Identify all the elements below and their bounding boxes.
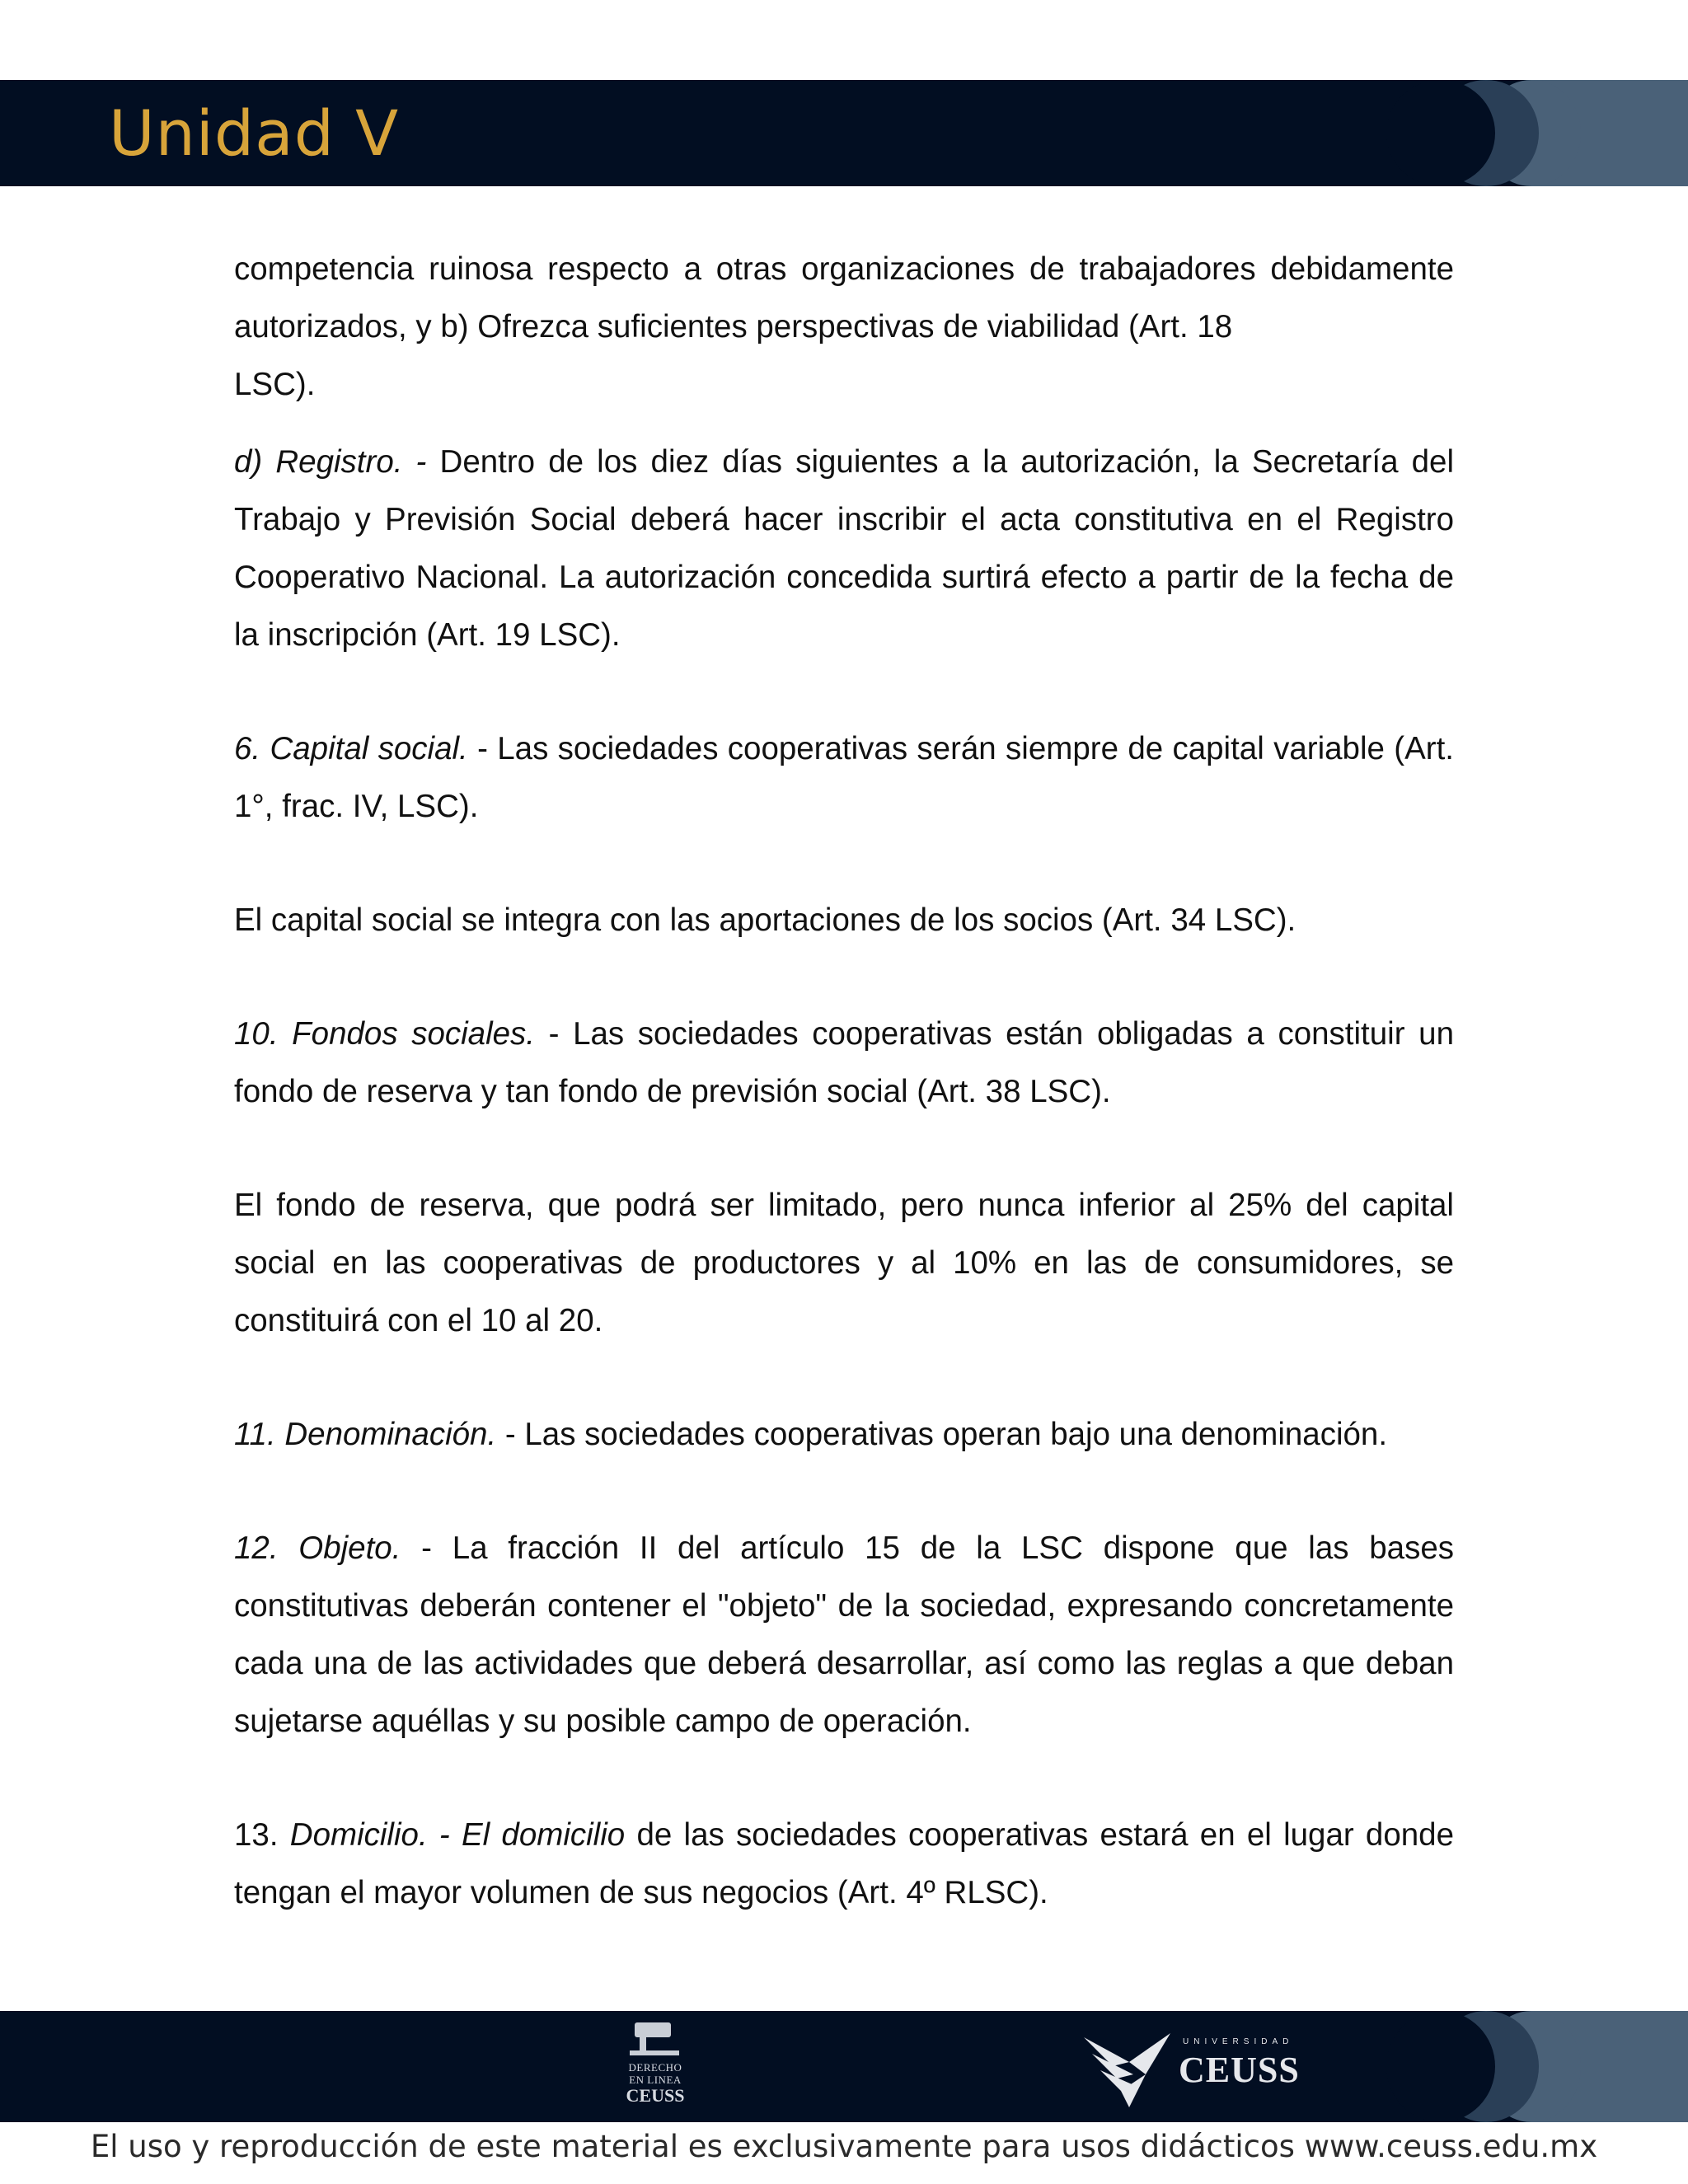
page-title: Unidad V — [109, 96, 400, 170]
paragraph-label: 10. Fondos sociales. — [234, 1016, 535, 1052]
gavel-icon — [626, 2018, 684, 2057]
paragraph-label: 11. Denominación. — [234, 1417, 497, 1452]
footer-decoration — [1342, 2011, 1688, 2122]
paragraph-1: competencia ruinosa respecto a otras organizaciones de trabajadores debidamente autorizados, y b) Ofrezca suficientes perspectivas de viabilidad (Art. 18 LSC). — [234, 251, 1454, 402]
paragraph-registro: d) Registro. - Dentro de los diez días siguientes a la autorización, la Secretaría del Trabajo y Previsión Social deberá hacer inscribir el acta constitutiva en el Registro Cooperativo Nacional. La autorización concedida surtirá efecto a partir de la fecha de la inscripción (Art. 19 LSC). — [234, 444, 1454, 653]
header-decoration — [1342, 80, 1688, 186]
paragraph-label: d) Registro. - — [234, 444, 427, 480]
paragraph-label: Domicilio. - El domicilio — [278, 1817, 626, 1853]
ceuss-logo: UNIVERSIDAD CEUSS — [1080, 2029, 1311, 2111]
paragraph-capital-social: 6. Capital social. - Las sociedades cooperativas serán siempre de capital variable (Art. 1°, frac. IV, LSC). — [234, 731, 1454, 824]
derecho-en-linea-logo: DERECHO EN LINEA CEUSS — [610, 2018, 701, 2116]
paragraph-objeto: 12. Objeto. - La fracción II del artículo 15 de la LSC dispone que las bases constitutivas deberán contener el "objeto" de la sociedad, expresando concretamente cada una de las actividades que deberá desarrollar, así como las reglas a que deban sujetarse aquéllas y su posible campo de operación. — [234, 1530, 1454, 1739]
footer-disclaimer: El uso y reproducción de este material es exclusivamente para usos didácticos www.ceuss.edu.mx — [90, 2129, 1598, 2164]
paragraph-denominacion: 11. Denominación. - Las sociedades cooperativas operan bajo una denominación. — [234, 1417, 1388, 1452]
paragraph-label: 12. Objeto. — [234, 1530, 401, 1566]
paragraph-capital-integra: El capital social se integra con las aportaciones de los socios (Art. 34 LSC). — [234, 902, 1296, 938]
eagle-icon — [1080, 2029, 1175, 2111]
paragraph-fondo-reserva: El fondo de reserva, que podrá ser limitado, pero nunca inferior al 25% del capital social en las cooperativas de productores y al 10% en las de consumidores, se constituirá con el 10 al 20. — [234, 1188, 1454, 1338]
document-body — [234, 241, 1454, 1922]
paragraph-fondos-sociales: 10. Fondos sociales. - Las sociedades cooperativas están obligadas a constituir un fondo de reserva y tan fondo de previsión social (Art. 38 LSC). — [234, 1016, 1454, 1109]
page-footer — [0, 2011, 1688, 2122]
paragraph-label: 6. Capital social. — [234, 731, 468, 766]
paragraph-domicilio: 13. Domicilio. - El domicilio de las sociedades cooperativas estará en el lugar donde tengan el mayor volumen de sus negocios (Art. 4º RLSC). — [234, 1817, 1454, 1910]
page-header — [0, 80, 1688, 186]
